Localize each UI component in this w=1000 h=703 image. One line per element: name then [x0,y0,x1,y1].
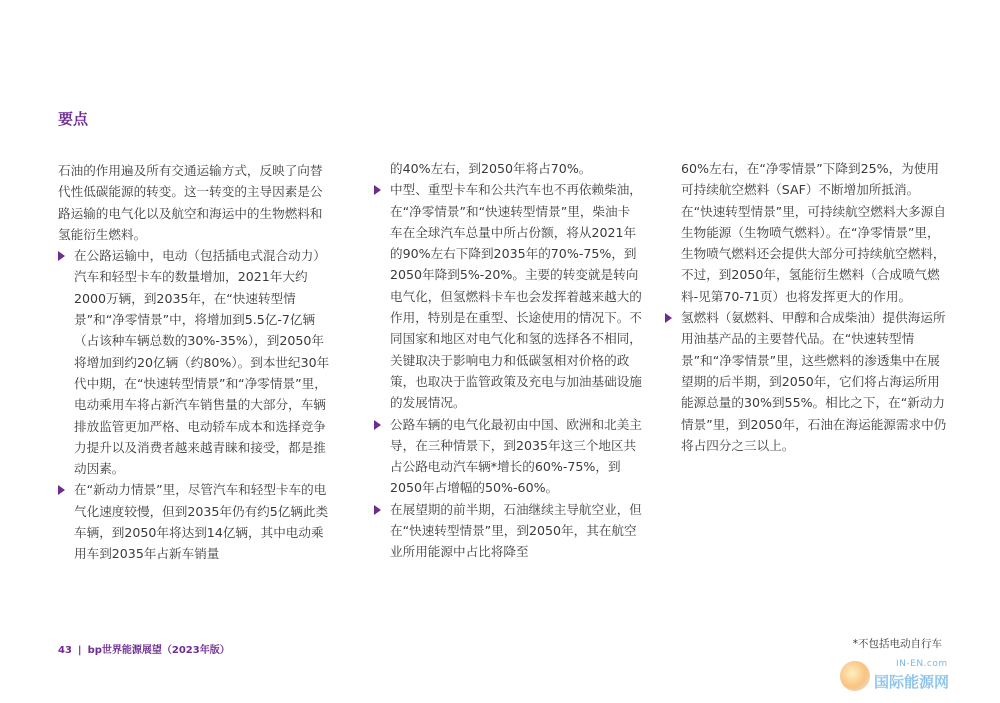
watermark-logo [840,655,990,695]
watermark-domain: IN-EN.com [896,659,948,669]
triangle-right-icon [665,313,672,323]
page-footer [58,641,230,656]
bullet-text: 氢燃料（氨燃料、甲醇和合成柴油）提供海运所用油基产品的主要替代品。在“快速转型情景”和“净零情景”里，这些燃料的渗透集中在展望期的后半期，到2050年，它们将占海运所用能源总量的30%到55%。相比之下，在“新动力情景”里，到2050年，石油在海运能源需求中仍将占四分之三以上。 [681,310,947,453]
bullet-item [374,499,642,563]
triangle-right-icon [374,420,381,430]
intro-paragraph: 石油的作用遍及所有交通运输方式，反映了向替代性低碳能源的转变。这一转变的主导因素是公路运输的电气化以及航空和海运中的生物燃料和氢能衍生燃料。 [58,163,323,242]
bullet-text: 在展望期的前半期，石油继续主导航空业，但在“快速转型情景”里，到2050年，其在航空业所用能源中占比将降至 [390,501,642,560]
bullet-text: 公路车辆的电气化最初由中国、欧洲和北美主导，在三种情景下，到2035年这三个地区共占公路电动汽车辆*增长的60%-75%，到2050年占增幅的50%-60%。 [390,416,642,496]
continued-text: 60%左右，在“净零情景”下降到25%，为使用可持续航空燃料（SAF）不断增加所抵消。在“快速转型情景”里，可持续航空燃料大多源自生物能源（生物喷气燃料）。在“净零情景”里，生物喷气燃料还会提供大部分可持续航空燃料，不过，到2050年，氢能衍生燃料（合成喷气燃料-见第70-71页）也将发挥更大的作用。 [681,161,946,304]
bullet-text: 在“新动力情景”里，尽管汽车和轻型卡车的电气化速度较慢，但到2035年仍有约5亿辆此类车辆，到2050年将达到14亿辆，其中电动乘用车到2035年占新车销量 [74,482,329,562]
triangle-right-icon [58,485,65,495]
bullet-item [58,479,335,564]
watermark-name: 国际能源网 [874,673,950,691]
page-number: 43 [58,645,72,656]
bullet-item [374,179,642,413]
bullet-text: 在公路运输中，电动（包括插电式混合动力）汽车和轻型卡车的数量增加，2021年大约2000万辆，到2035年，在“快速转型情景”和“净零情景”中，将增加到5.5亿-7亿辆（占该种车辆总数的30%-35%），到2050年将增加到约20亿辆（约80%）。到本世纪30年代中期，在“快速转型情景”和“净零情景”里，电动乘用车将占新汽车销售量的大部分，车辆排放监管更加严格、电动轿车成本和选择竞争力提升以及消费者越来越青睐和接受，都是推动因素。 [74,248,330,477]
globe-icon [840,661,870,691]
bullet-item [665,307,948,456]
footnote: *不包括电动自行车 [852,638,942,650]
continued-text: 的40%左右，到2050年将占70%。 [390,161,592,176]
text-column-3 [665,158,948,456]
text-column-1 [58,160,335,565]
triangle-right-icon [58,251,65,261]
footer-separator: | [77,645,82,656]
triangle-right-icon [374,505,381,515]
page-heading: 要点 [58,110,89,128]
triangle-right-icon [374,185,381,195]
bullet-item [58,245,335,479]
bullet-text: 中型、重型卡车和公共汽车也不再依赖柴油，在“净零情景”和“快速转型情景”里，柴油卡车在全球汽车总量中所占份额，将从2021年的90%左右下降到2035年的70%-75%，到2050年降到5%-20%。主要的转变就是转向电气化，但氢燃料卡车也会发挥着越来越大的作用，特别是在重型、长途使用的情况下。不同国家和地区对电气化和氢的选择各不相同，关键取决于影响电力和低碳氢相对价格的政策，也取决于监管政策及充电与加油基础设施的发展情况。 [390,182,642,411]
text-column-2 [374,158,642,563]
bullet-item [374,414,642,499]
publication-title: bp世界能源展望（2023年版） [87,645,230,656]
